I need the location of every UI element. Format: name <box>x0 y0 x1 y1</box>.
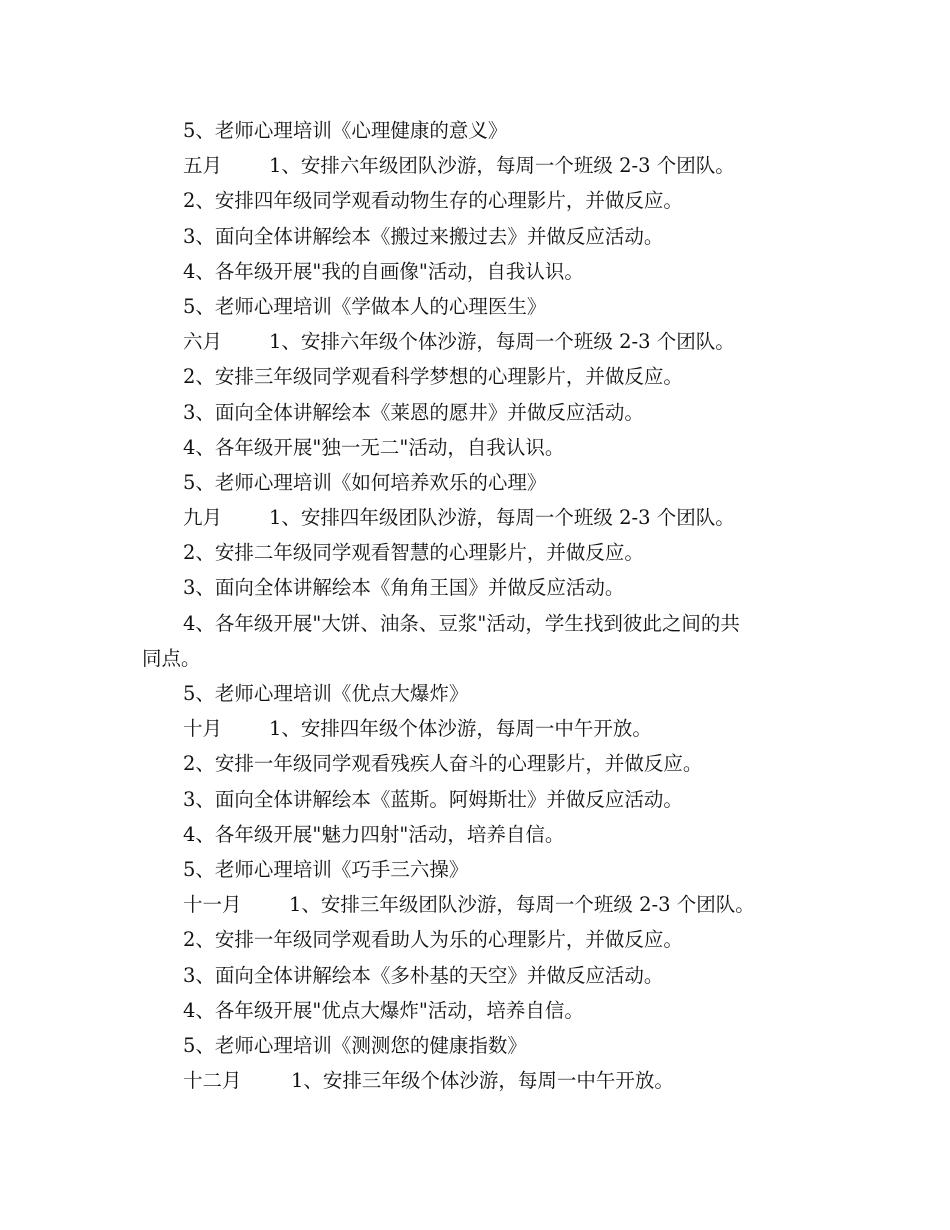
document-body <box>142 113 822 1098</box>
text-line <box>142 289 822 324</box>
text-line <box>142 746 822 781</box>
month-label: 九月 <box>183 506 223 530</box>
text-line <box>142 254 822 289</box>
line-text: 3、面向全体讲解绘本《蓝斯。阿姆斯壮》并做反应活动。 <box>183 787 683 811</box>
text-line <box>142 1028 822 1063</box>
line-text: 2、安排四年级同学观看动物生存的心理影片，并做反应。 <box>183 189 683 213</box>
line-text: 5、老师心理培训《优点大爆炸》 <box>183 682 469 705</box>
text-line <box>142 570 822 605</box>
line-text: 4、各年级开展"优点大爆炸"活动，培养自信。 <box>183 998 584 1022</box>
month-line <box>142 324 822 359</box>
text-line <box>142 958 822 993</box>
line-text: 1、安排三年级个体沙游，每周一中午开放。 <box>291 1069 674 1093</box>
text-line <box>142 183 822 218</box>
line-text: 4、各年级开展"魅力四射"活动，培养自信。 <box>183 822 565 846</box>
text-line <box>142 782 822 817</box>
line-text: 3、面向全体讲解绘本《多朴基的天空》并做反应活动。 <box>183 963 664 987</box>
line-text: 4、各年级开展"独一无二"活动，自我认识。 <box>183 435 565 459</box>
line-text: 5、老师心理培训《巧手三六操》 <box>183 857 469 881</box>
text-line <box>142 535 822 570</box>
text-line <box>142 430 822 465</box>
line-text: 1、安排六年级个体沙游，每周一个班级 2-3 个团队。 <box>269 330 735 354</box>
line-text: 2、安排三年级同学观看科学梦想的心理影片，并做反应。 <box>183 365 683 389</box>
month-line <box>142 887 822 922</box>
text-line <box>142 465 822 500</box>
text-line <box>142 922 822 957</box>
text-line <box>142 993 822 1028</box>
line-text: 1、安排四年级团队沙游，每周一个班级 2-3 个团队。 <box>269 506 735 530</box>
line-text: 2、安排二年级同学观看智慧的心理影片，并做反应。 <box>183 541 644 565</box>
line-text: 5、老师心理培训《如何培养欢乐的心理》 <box>183 470 547 494</box>
line-text: 4、各年级开展"我的自画像"活动，自我认识。 <box>183 259 584 283</box>
line-text: 3、面向全体讲解绘本《莱恩的愿井》并做反应活动。 <box>183 400 644 424</box>
month-label: 十一月 <box>183 893 242 917</box>
line-text: 5、老师心理培训《心理健康的意义》 <box>183 119 508 142</box>
text-line-continuation <box>142 641 822 676</box>
text-line <box>142 219 822 254</box>
month-label: 六月 <box>183 330 223 354</box>
line-text: 2、安排一年级同学观看残疾人奋斗的心理影片，并做反应。 <box>183 752 703 776</box>
line-text: 同点。 <box>142 646 201 670</box>
line-text: 1、安排六年级团队沙游，每周一个班级 2-3 个团队。 <box>269 154 735 178</box>
text-line <box>142 676 822 711</box>
month-label: 五月 <box>183 154 223 178</box>
text-line <box>142 852 822 887</box>
line-text: 1、安排四年级个体沙游，每周一中午开放。 <box>269 717 652 741</box>
text-line <box>142 817 822 852</box>
line-text: 1、安排三年级团队沙游，每周一个班级 2-3 个团队。 <box>289 893 755 917</box>
line-text: 3、面向全体讲解绘本《角角王国》并做反应活动。 <box>183 576 625 600</box>
line-text: 5、老师心理培训《学做本人的心理医生》 <box>183 294 547 318</box>
month-line <box>142 711 822 746</box>
text-line <box>142 395 822 430</box>
text-line <box>142 606 822 641</box>
text-line <box>142 359 822 394</box>
month-label: 十二月 <box>183 1069 242 1093</box>
line-text: 3、面向全体讲解绘本《搬过来搬过去》并做反应活动。 <box>183 224 664 248</box>
month-line <box>142 1063 822 1098</box>
month-line <box>142 148 822 183</box>
text-line <box>142 113 822 148</box>
line-text: 2、安排一年级同学观看助人为乐的心理影片，并做反应。 <box>183 928 683 952</box>
line-text: 4、各年级开展"大饼、油条、豆浆"活动，学生找到彼此之间的共 <box>183 611 740 635</box>
month-line <box>142 500 822 535</box>
month-label: 十月 <box>183 717 223 741</box>
line-text: 5、老师心理培训《测测您的健康指数》 <box>183 1033 527 1057</box>
